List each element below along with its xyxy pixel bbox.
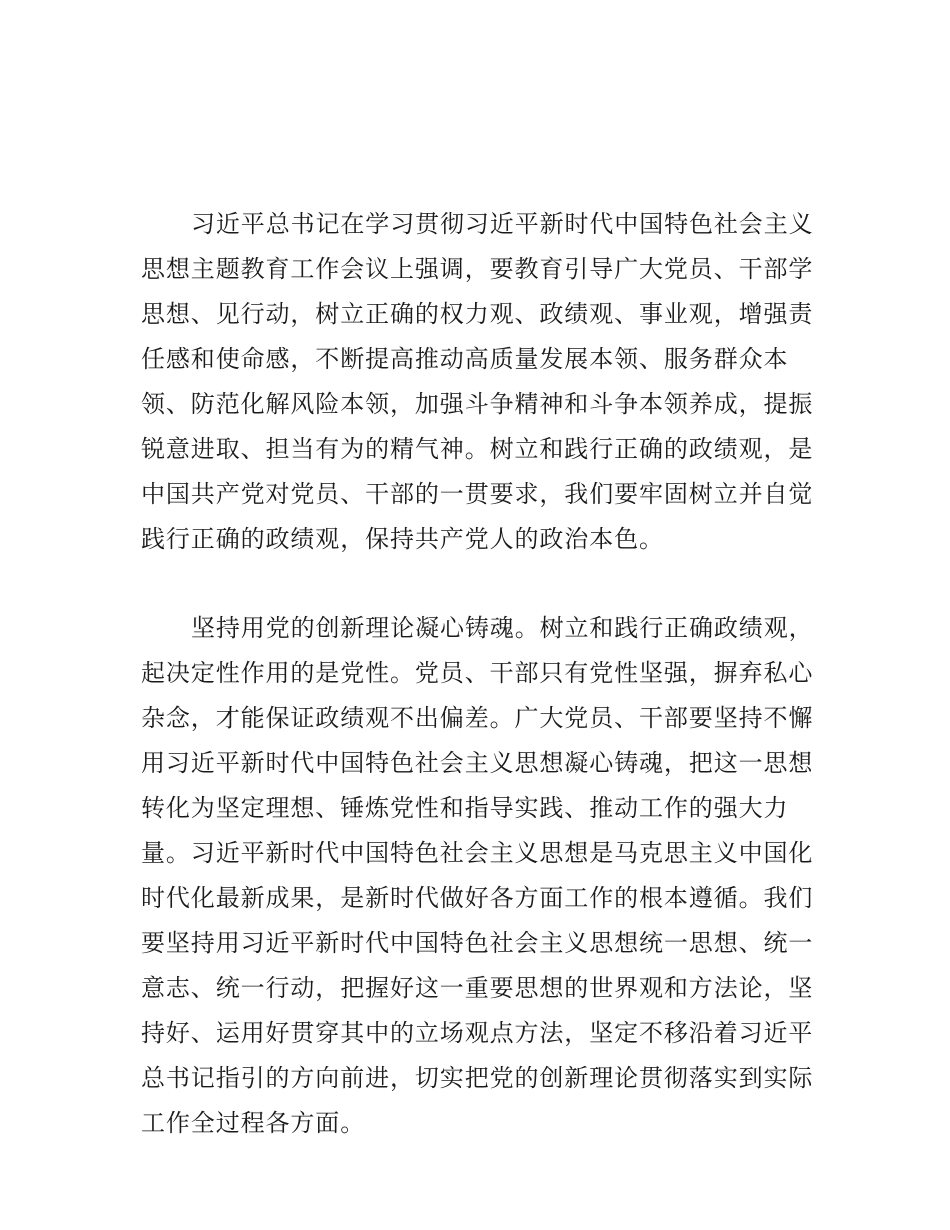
paragraph-line: 持好、运用好贯穿其中的立场观点方法，坚定不移沿着习近平 — [141, 1019, 814, 1047]
document-body — [141, 202, 814, 1146]
paragraph-line: 总书记指引的方向前进，切实把党的创新理论贯彻落实到实际 — [141, 1064, 814, 1092]
paragraph-spacer — [141, 562, 811, 606]
paragraph-line: 坚持用党的创新理论凝心铸魂。树立和践行正确政绩观， — [191, 614, 814, 642]
paragraph-2 — [141, 606, 814, 1146]
paragraph-line: 工作全过程各方面。 — [141, 1109, 366, 1137]
paragraph-line: 用习近平新时代中国特色社会主义思想凝心铸魂，把这一思想 — [141, 749, 814, 777]
paragraph-line: 习近平总书记在学习贯彻习近平新时代中国特色社会主义 — [191, 210, 814, 238]
paragraph-line: 思想主题教育工作会议上强调，要教育引导广大党员、干部学 — [141, 255, 814, 283]
paragraph-line: 任感和使命感，不断提高推动高质量发展本领、服务群众本 — [141, 345, 789, 373]
paragraph-line: 意志、统一行动，把握好这一重要思想的世界观和方法论，坚 — [141, 974, 814, 1002]
paragraph-1 — [141, 202, 814, 562]
paragraph-line: 转化为坚定理想、锤炼党性和指导实践、推动工作的强大力 — [141, 794, 789, 822]
paragraph-line: 中国共产党对党员、干部的一贯要求，我们要牢固树立并自觉 — [141, 480, 814, 508]
paragraph-line: 起决定性作用的是党性。党员、干部只有党性坚强，摒弃私心 — [141, 659, 814, 687]
paragraph-line: 思想、见行动，树立正确的权力观、政绩观、事业观，增强责 — [141, 300, 814, 328]
paragraph-line: 要坚持用习近平新时代中国特色社会主义思想统一思想、统一 — [141, 929, 814, 957]
paragraph-line: 践行正确的政绩观，保持共产党人的政治本色。 — [141, 525, 664, 553]
paragraph-line: 量。习近平新时代中国特色社会主义思想是马克思主义中国化 — [141, 839, 814, 867]
paragraph-line: 锐意进取、担当有为的精气神。树立和践行正确的政绩观，是 — [141, 435, 814, 463]
paragraph-line: 时代化最新成果，是新时代做好各方面工作的根本遵循。我们 — [141, 884, 814, 912]
paragraph-line: 领、防范化解风险本领，加强斗争精神和斗争本领养成，提振 — [141, 390, 814, 418]
paragraph-line: 杂念，才能保证政绩观不出偏差。广大党员、干部要坚持不懈 — [141, 704, 814, 732]
